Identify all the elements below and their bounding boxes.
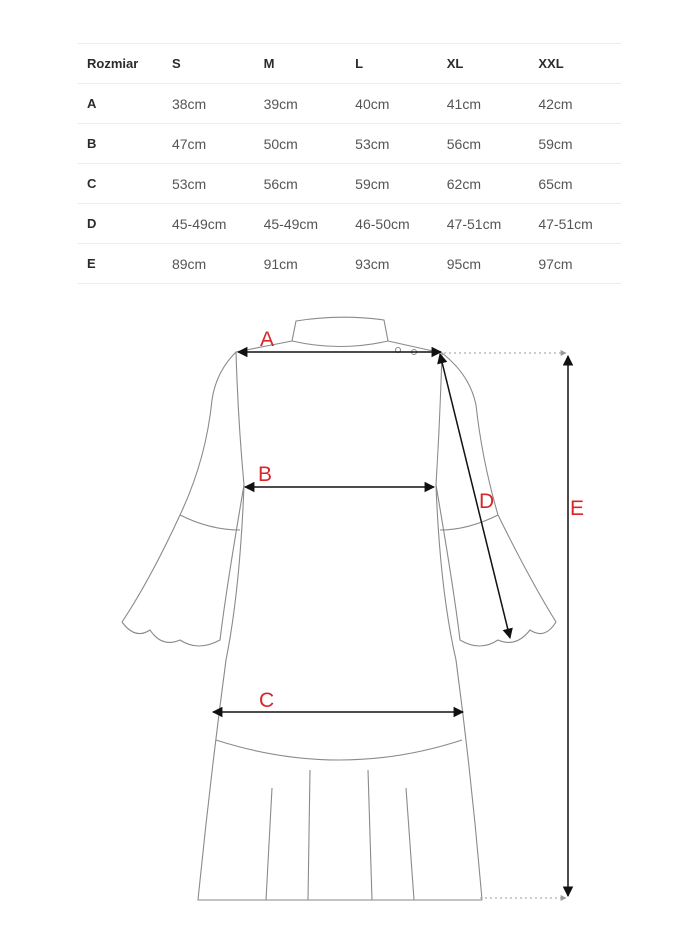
table-cell: 47-51cm <box>529 204 621 244</box>
label-b: B <box>258 463 273 486</box>
table-cell: 65cm <box>529 164 621 204</box>
size-table <box>78 43 621 284</box>
table-row <box>78 164 621 204</box>
table-cell: 53cm <box>346 124 438 164</box>
table-cell: 59cm <box>346 164 438 204</box>
table-cell: 40cm <box>346 84 438 124</box>
table-cell: 39cm <box>255 84 347 124</box>
guide-lines <box>444 353 566 898</box>
label-a: A <box>260 328 275 351</box>
left-sleeve-outline <box>122 352 244 646</box>
dress-body-outline <box>198 341 482 900</box>
table-row <box>78 124 621 164</box>
right-cuff-seam <box>440 515 498 530</box>
row-label: D <box>78 204 163 244</box>
dress-outline <box>122 317 556 900</box>
table-cell: 97cm <box>529 244 621 284</box>
table-cell: 47cm <box>163 124 255 164</box>
row-label: C <box>78 164 163 204</box>
table-cell: 41cm <box>438 84 530 124</box>
header-size-l: L <box>346 44 438 84</box>
header-size-s: S <box>163 44 255 84</box>
row-label: E <box>78 244 163 284</box>
label-e: E <box>570 497 585 520</box>
table-cell: 47-51cm <box>438 204 530 244</box>
pleat-line <box>406 788 414 900</box>
table-cell: 59cm <box>529 124 621 164</box>
table-row <box>78 84 621 124</box>
row-label: A <box>78 84 163 124</box>
table-cell: 50cm <box>255 124 347 164</box>
table-cell: 56cm <box>255 164 347 204</box>
row-label: B <box>78 124 163 164</box>
table-cell: 93cm <box>346 244 438 284</box>
skirt-flounce-seam <box>216 740 462 760</box>
header-size-m: M <box>255 44 347 84</box>
table-cell: 45-49cm <box>163 204 255 244</box>
measurement-arrows <box>213 352 568 896</box>
label-d: D <box>479 490 495 513</box>
pleat-line <box>308 770 310 900</box>
table-cell: 53cm <box>163 164 255 204</box>
table-cell: 89cm <box>163 244 255 284</box>
header-rozmiar: Rozmiar <box>78 44 163 84</box>
table-cell: 38cm <box>163 84 255 124</box>
table-cell: 91cm <box>255 244 347 284</box>
table-header-row <box>78 44 621 84</box>
table-cell: 42cm <box>529 84 621 124</box>
collar-outline <box>292 317 388 346</box>
table-row <box>78 244 621 284</box>
dress-measurement-diagram <box>0 300 700 920</box>
table-cell: 45-49cm <box>255 204 347 244</box>
header-size-xl: XL <box>438 44 530 84</box>
table-cell: 95cm <box>438 244 530 284</box>
table-cell: 62cm <box>438 164 530 204</box>
right-sleeve-outline <box>436 353 556 646</box>
pleat-line <box>266 788 272 900</box>
table-cell: 56cm <box>438 124 530 164</box>
header-size-xxl: XXL <box>529 44 621 84</box>
arrow-d <box>440 354 510 638</box>
pleat-line <box>368 770 372 900</box>
label-c: C <box>259 689 275 712</box>
table-cell: 46-50cm <box>346 204 438 244</box>
table-row <box>78 204 621 244</box>
left-cuff-seam <box>180 515 240 530</box>
